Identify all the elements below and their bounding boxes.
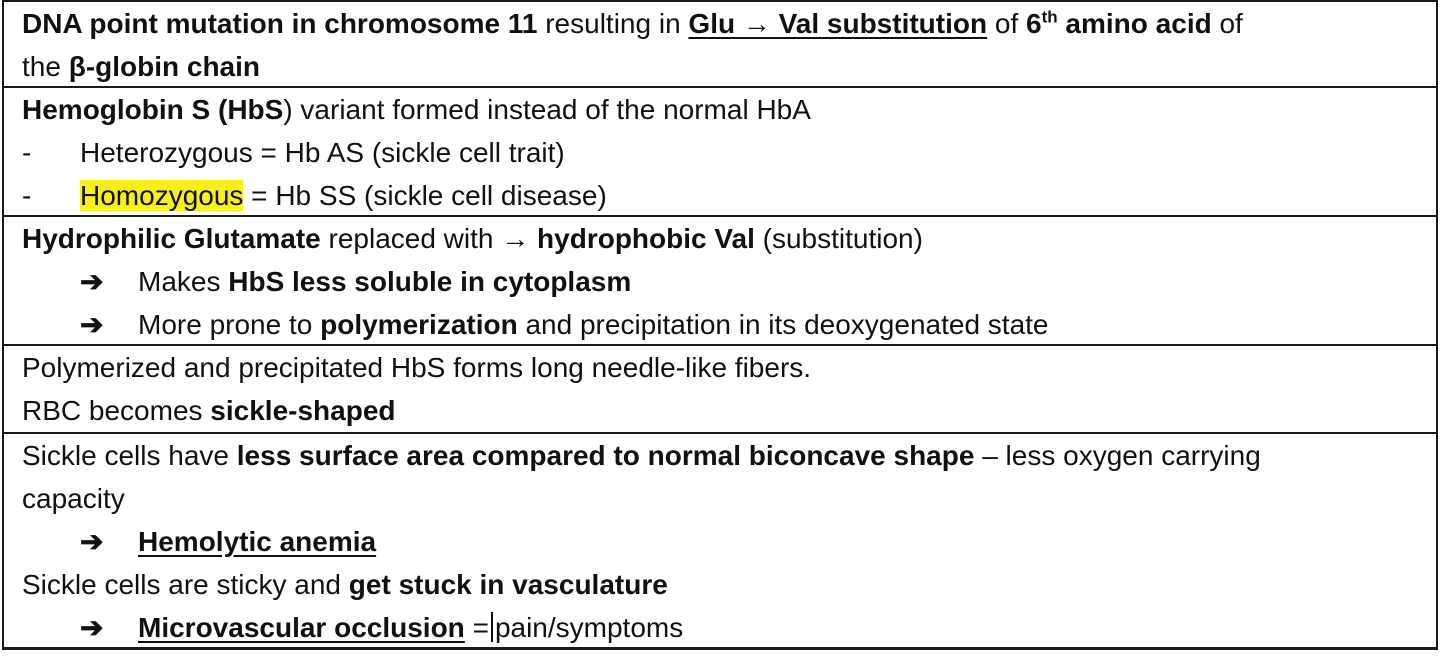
occlusion-term: Microvascular occlusion bbox=[138, 612, 465, 643]
row-hydrophobic bbox=[4, 217, 1436, 346]
row-consequences bbox=[4, 434, 1436, 650]
list-item-heterozygous bbox=[22, 131, 1418, 174]
fibers-line: Polymerized and precipitated HbS forms long needle-like fibers. bbox=[22, 352, 812, 383]
sickle-cells-text: Sickle cells have bbox=[22, 440, 237, 471]
sickle-shaped-term: sickle-shaped bbox=[210, 395, 396, 426]
mutation-line-1 bbox=[22, 2, 1418, 45]
row-fibers bbox=[4, 346, 1436, 434]
glutamate-term: Hydrophilic Glutamate bbox=[22, 223, 321, 254]
symptoms-text: pain/symptoms bbox=[494, 612, 684, 643]
notes-table bbox=[2, 0, 1438, 650]
arrow-item-anemia bbox=[22, 520, 1418, 563]
list-item-homozygous bbox=[22, 174, 1418, 217]
surface-area-line bbox=[22, 434, 1418, 477]
bullet-dash: - bbox=[22, 180, 32, 211]
oxygen-text: – less oxygen carrying bbox=[974, 440, 1261, 471]
amino-acid-term: amino acid bbox=[1057, 8, 1212, 39]
arrow-item-occlusion bbox=[22, 606, 1418, 649]
sticky-text: Sickle cells are sticky and bbox=[22, 569, 349, 600]
homozygous-text: = Hb SS (sickle cell disease) bbox=[243, 180, 607, 211]
text-cursor bbox=[491, 612, 493, 642]
ordinal-number: 6 bbox=[1026, 8, 1042, 39]
replaced-text: replaced with → bbox=[320, 223, 538, 254]
glutamate-line bbox=[22, 217, 1418, 260]
substitution-term: Glu → Val substitution bbox=[688, 8, 988, 39]
arrow-icon: ➔ bbox=[80, 266, 104, 297]
hbs-line bbox=[22, 88, 1418, 131]
anemia-term: Hemolytic anemia bbox=[138, 526, 377, 557]
substitution-text: (substitution) bbox=[754, 223, 923, 254]
rbc-line bbox=[22, 389, 1418, 432]
rbc-text: RBC becomes bbox=[22, 395, 211, 426]
solubility-term: HbS less soluble in cytoplasm bbox=[228, 266, 632, 297]
arrow-icon: ➔ bbox=[80, 526, 104, 557]
mutation-line-2 bbox=[22, 45, 1418, 88]
prone-text: More prone to bbox=[138, 309, 321, 340]
the-text: the bbox=[22, 51, 69, 82]
equals-text: = bbox=[464, 612, 489, 643]
arrow-item-polymerization bbox=[22, 303, 1418, 346]
mutation-text: resulting in bbox=[537, 8, 689, 39]
arrow-item-solubility bbox=[22, 260, 1418, 303]
homozygous-highlight: Homozygous bbox=[80, 180, 244, 211]
polymerization-term: polymerization bbox=[320, 309, 518, 340]
sticky-line bbox=[22, 563, 1418, 606]
of-text: of bbox=[987, 8, 1027, 39]
bullet-dash: - bbox=[22, 137, 32, 168]
of-text-2: of bbox=[1211, 8, 1243, 39]
surface-area-term: less surface area compared to normal biconcave shape bbox=[236, 440, 975, 471]
arrow-icon: ➔ bbox=[80, 612, 104, 643]
ordinal-suffix: th bbox=[1041, 7, 1058, 27]
vasculature-term: get stuck in vasculature bbox=[348, 569, 668, 600]
arrow-icon: ➔ bbox=[80, 309, 104, 340]
hbs-text: ) variant formed instead of the normal HbA bbox=[283, 94, 811, 125]
val-term: hydrophobic Val bbox=[537, 223, 755, 254]
globin-chain-term: β-globin chain bbox=[68, 51, 260, 82]
heterozygous-text: Heterozygous = Hb AS (sickle cell trait) bbox=[80, 137, 565, 168]
row-hbs-variant bbox=[4, 88, 1436, 217]
capacity-line: capacity bbox=[22, 483, 125, 514]
mutation-cause: DNA point mutation in chromosome 11 bbox=[22, 8, 538, 39]
makes-text: Makes bbox=[138, 266, 229, 297]
row-mutation bbox=[4, 2, 1436, 88]
hbs-term: Hemoglobin S (HbS bbox=[22, 94, 284, 125]
precipitation-text: and precipitation in its deoxygenated state bbox=[517, 309, 1049, 340]
